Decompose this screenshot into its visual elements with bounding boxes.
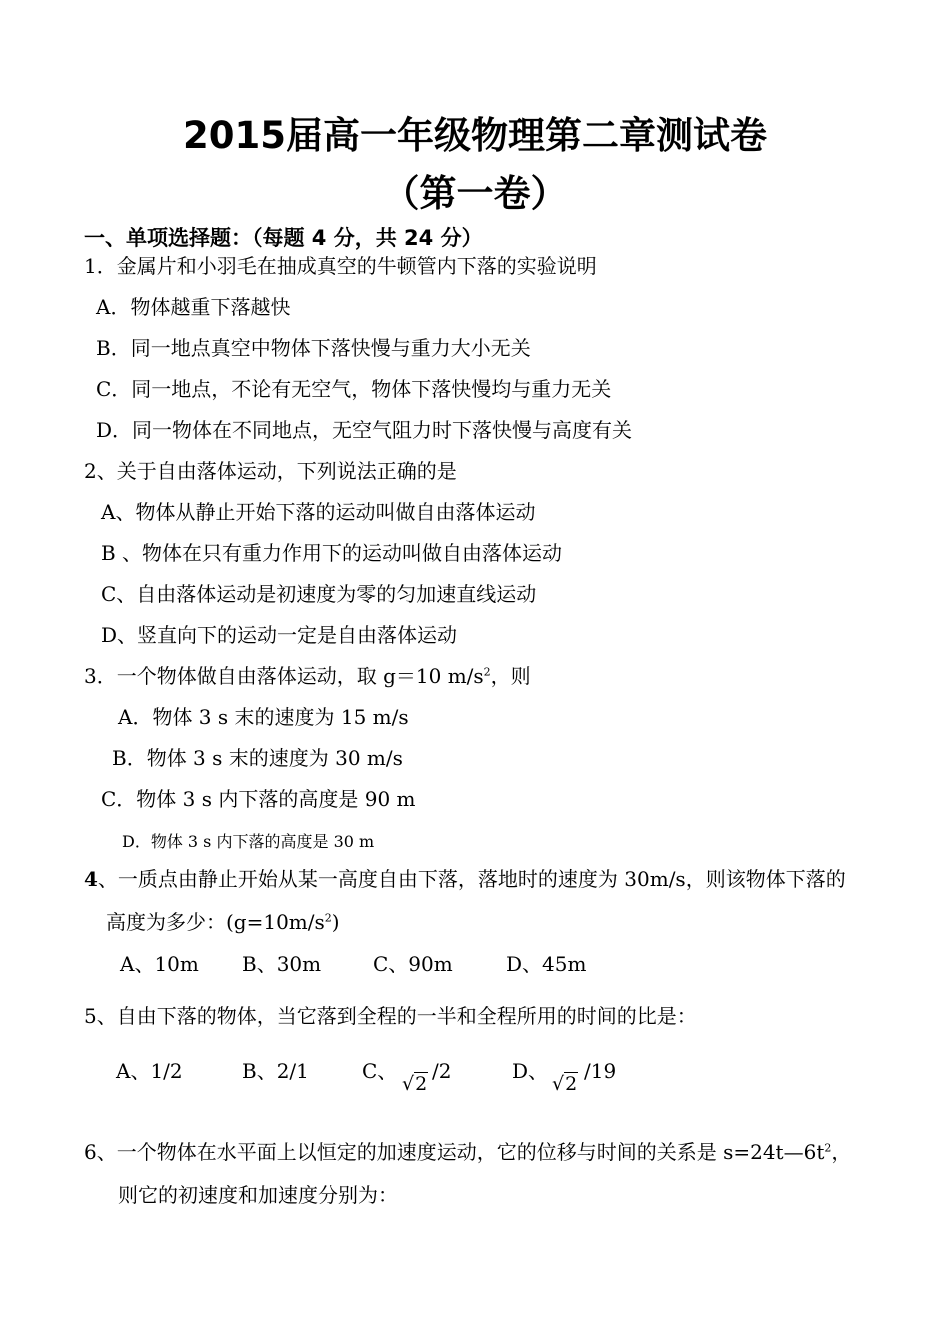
q6-stem-line2: 则它的初速度和加速度分别为： [118,1183,398,1207]
q5-option-c-tail: /2 [432,1059,452,1083]
q4-exponent: 2 [324,911,332,925]
q6-stem-line1 [84,1139,851,1165]
q3-stem-tail: ，则 [490,664,531,688]
q4-stem-line2 [106,909,340,935]
q1-option-a: A．物体越重下落越快 [96,295,291,319]
q4-option-d: D、45m [506,952,587,976]
q4-number: 4 [84,867,98,891]
q4-option-a: A、10m [120,952,199,976]
q3-stem-exponent: 2 [483,665,491,679]
q2-option-b: B 、物体在只有重力作用下的运动叫做自由落体运动 [101,541,563,565]
q3-option-c: C．物体 3 s 内下落的高度是 90 m [101,787,416,811]
q4-line2-tail: ) [331,910,340,934]
q3-stem [84,663,531,689]
q4-line2-text: 高度为多少：(g=10m/s [106,910,325,934]
q6-exponent: 2 [824,1141,832,1155]
q5-option-a: A、1/2 [116,1059,183,1083]
q4-option-b: B、30m [242,952,322,976]
q1-option-b: B．同一地点真空中物体下落快慢与重力大小无关 [96,336,531,360]
q2-stem: 2、关于自由落体运动，下列说法正确的是 [84,459,457,483]
q5-option-c-radicand: 2 [415,1073,428,1095]
q6-line1-tail: ， [831,1140,852,1164]
page-title: 2015届高一年级物理第二章测试卷 [183,114,767,157]
q4-option-c: C、90m [373,952,453,976]
q1-option-c: C．同一地点，不论有无空气，物体下落快慢均与重力无关 [96,377,612,401]
q5-option-d-radicand: 2 [565,1073,578,1095]
q3-option-d: D．物体 3 s 内下落的高度是 30 m [122,832,375,851]
q5-option-d-label: D、 [512,1059,549,1083]
q1-option-d: D．同一物体在不同地点，无空气阻力时下落快慢与高度有关 [96,418,633,442]
q5-option-b: B、2/1 [242,1059,309,1083]
q3-stem-text: 3．一个物体做自由落体运动，取 g＝10 m/s [84,664,484,688]
q3-option-a: A．物体 3 s 末的速度为 15 m/s [118,705,409,729]
q5-option-c-sqrt: √2 [402,1073,428,1095]
section-header: 一、单项选择题：（每题 4 分，共 24 分） [84,226,483,250]
q4-stem-line1 [84,866,846,892]
q4-stem-text: 、一质点由静止开始从某一高度自由下落，落地时的速度为 30m/s，则该物体下落的 [97,867,846,891]
q5-stem: 5、自由下落的物体，当它落到全程的一半和全程所用的时间的比是： [84,1004,697,1028]
q2-option-c: C、自由落体运动是初速度为零的匀加速直线运动 [101,582,537,606]
q5-option-d-sqrt: √2 [552,1073,578,1095]
q3-option-b: B．物体 3 s 末的速度为 30 m/s [112,746,403,770]
q1-stem: 1．金属片和小羽毛在抽成真空的牛顿管内下落的实验说明 [84,254,597,278]
q2-option-a: A、物体从静止开始下落的运动叫做自由落体运动 [101,500,536,524]
q5-option-d-tail: /19 [584,1059,617,1083]
q2-option-d: D、竖直向下的运动一定是自由落体运动 [101,623,458,647]
q5-option-c-label: C、 [362,1059,398,1083]
page-subtitle: （第一卷） [382,172,568,215]
q6-line1-text: 6、一个物体在水平面上以恒定的加速度运动，它的位移与时间的关系是 s=24t—6t [84,1140,825,1164]
